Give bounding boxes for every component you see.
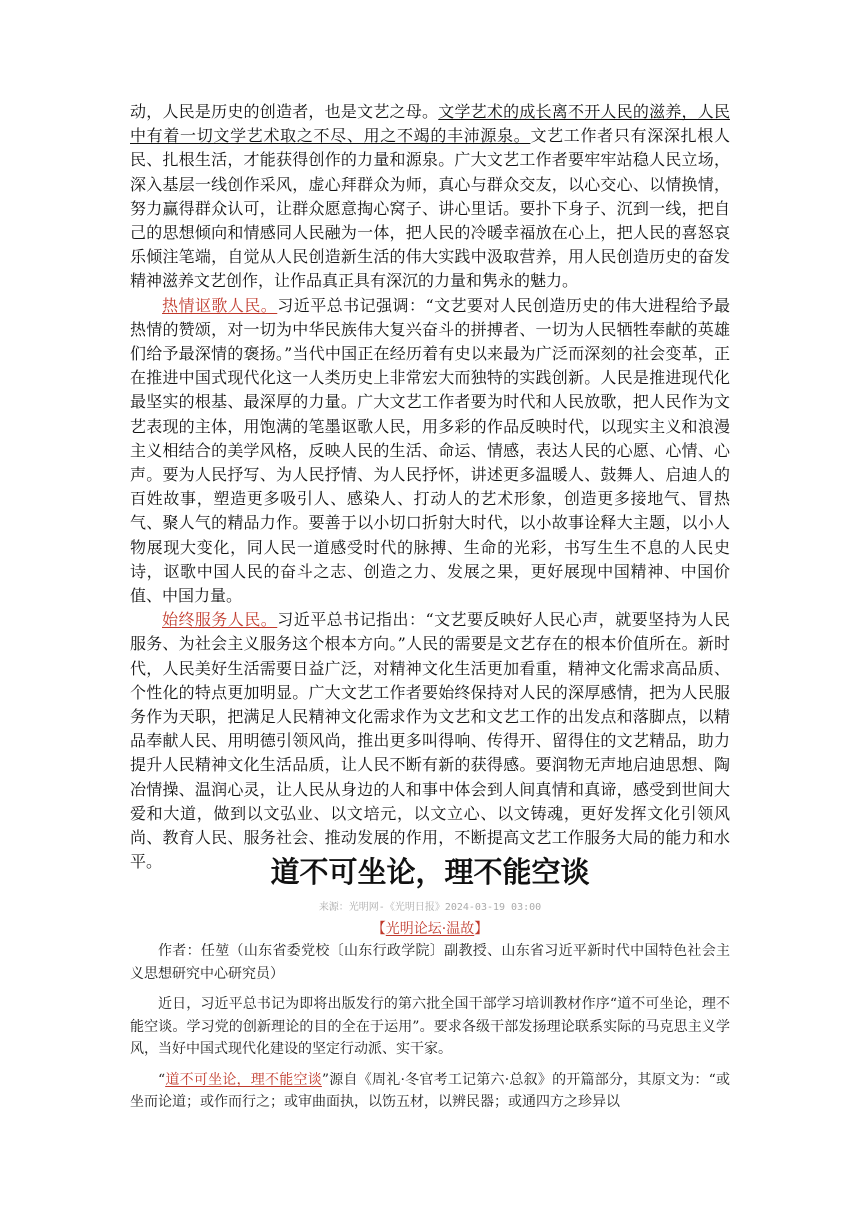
column-tag: [130, 918, 730, 938]
paragraph-text: ”源自《周礼·冬官考工记第六·总叙》的开篇部分，其原文为：“或坐而论道；或作而行之；或审曲面执，以饬五材，以辨民器；或通四方之珍异以: [130, 1071, 730, 1110]
quote-open: “: [158, 1071, 166, 1088]
underlined-quote: 文学艺术的成长离不开人民的滋养，人民中有着一切文学艺术取之不尽、用之不竭的丰沛源泉。: [130, 102, 730, 146]
bracket-open: 【: [371, 921, 386, 937]
paragraph: [130, 1069, 730, 1114]
paragraph: 近日，习近平总书记为即将出版发行的第六批全国干部学习培训教材作序“道不可坐论，理不能空谈。学习党的创新理论的目的全在于运用”。要求各级干部发扬理论联系实际的马克思主义学风，当好中国式现代化建设的坚定行动派、实干家。: [130, 996, 730, 1057]
paragraph-text: 文艺工作者只有深深扎根人民、扎根生活，才能获得创作的力量和源泉。广大文艺工作者要牢牢站稳人民立场，深入基层一线创作采风，虚心拜群众为师，真心与群众交友，以心交心、以情换情，努力赢得群众认可，让群众愿意掏心窝子、讲心里话。要扑下身子、沉到一线，把自己的思想倾向和情感同人民融为一体，把人民的冷暖幸福放在心上，把人民的喜怒哀乐倾注笔端，自觉从人民创造新生活的伟大实践中汲取营养，用人民创造历史的奋发精神滋养文艺创作，让作品真正具有深沉的力量和隽永的魅力。: [130, 126, 730, 291]
article2-body: [130, 940, 730, 1122]
quote-link[interactable]: 道不可坐论，理不能空谈: [165, 1071, 322, 1088]
paragraph: [130, 294, 730, 609]
article-body: [130, 100, 730, 875]
article-source: 来源：光明网-《光明日报》2024-03-19 03:00: [318, 902, 542, 913]
section-heading-link[interactable]: 热情讴歌人民。: [162, 295, 278, 315]
paragraph: [130, 608, 730, 874]
paragraph: [130, 100, 730, 294]
paragraph-text: 动，人民是历史的创造者，也是文艺之母。: [130, 102, 439, 121]
column-link[interactable]: 光明论坛·温故: [385, 921, 475, 937]
author-line: 作者：任堃（山东省委党校〔山东行政学院〕副教授、山东省习近平新时代中国特色社会主义思想研究中心研究员）: [130, 943, 730, 982]
paragraph-text: 习近平总书记强调：“文艺要对人民创造历史的伟大进程给予最热情的赞颂，对一切为中华民族伟大复兴奋斗的拼搏者、一切为人民牺牲奉献的英雄们给予最深情的褒扬。”当代中国正在经历着有史以来最为广泛而深刻的社会变革，正在推进中国式现代化这一人类历史上非常宏大而独特的实践创新。人民是推进现代化最坚实的根基、最深厚的力量。广大文艺工作者要为时代和人民放歌，把人民作为文艺表现的主体，用饱满的笔墨讴歌人民，用多彩的作品反映时代，以现实主义和浪漫主义相结合的美学风格，反映人民的生活、命运、情感，表达人民的心愿、心情、心声。要为人民抒写、为人民抒情、为人民抒怀，讲述更多温暖人、鼓舞人、启迪人的百姓故事，塑造更多吸引人、感染人、打动人的艺术形象，创造更多接地气、冒热气、聚人气的精品力作。要善于以小切口折射大时代，以小故事诠释大主题，以小人物展现大变化，同人民一道感受时代的脉搏、生命的光彩，书写生生不息的人民史诗，讴歌中国人民的奋斗之志、创造之力、发展之果，更好展现中国精神、中国价值、中国力量。: [130, 295, 730, 606]
paragraph-text: 习近平总书记指出：“文艺要反映好人民心声，就要坚持为人民服务、为社会主义服务这个根本方向。”人民的需要是文艺存在的根本价值所在。新时代，人民美好生活需要日益广泛，对精神文化生活更加看重，精神文化需求高品质、个性化的特点更加明显。广大文艺工作者要始终保持对人民的深厚感情，把为人民服务作为天职，把满足人民精神文化需求作为文艺和文艺工作的出发点和落脚点，以精品奉献人民、用明德引领风尚，推出更多叫得响、传得开、留得住的文艺精品，助力提升人民精神文化生活品质，让人民不断有新的获得感。要润物无声地启迪思想、陶冶情操、温润心灵，让人民从身边的人和事中体会到人间真情和真谛，感受到世间大爱和大道，做到以文弘业、以文培元，以文立心、以文铸魂，更好发挥文化引领风尚、教育人民、服务社会、推动发展的作用，不断提高文艺工作服务大局的能力和水平。: [130, 610, 730, 872]
article-title: 道不可坐论，理不能空谈: [270, 855, 590, 889]
section-heading-link[interactable]: 始终服务人民。: [162, 610, 278, 630]
bracket-close: 】: [474, 921, 489, 937]
